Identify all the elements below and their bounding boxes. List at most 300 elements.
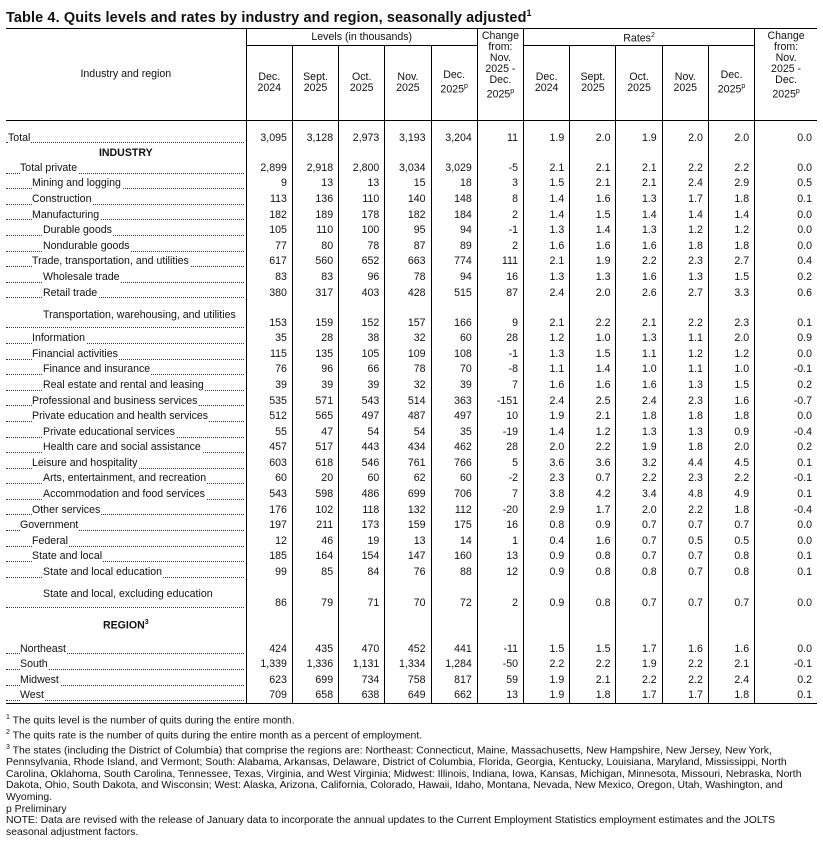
rate-cell: 3.8 xyxy=(524,486,570,502)
level-cell: 110 xyxy=(292,222,338,238)
rate-change-cell: -0.7 xyxy=(755,393,817,409)
level-cell: 77 xyxy=(246,238,292,254)
rate-cell: 0.8 xyxy=(570,564,616,580)
level-change-cell: 87 xyxy=(477,285,523,301)
level-cell: 159 xyxy=(385,517,431,533)
rate-cell: 0.7 xyxy=(708,580,754,610)
level-cell: 84 xyxy=(339,564,385,580)
rate-cell: 1.9 xyxy=(616,121,662,146)
level-cell: 598 xyxy=(292,486,338,502)
level-cell: 662 xyxy=(431,688,477,704)
row-label: Manufacturing xyxy=(6,207,246,223)
table-row xyxy=(6,254,817,270)
preliminary-note: p Preliminary xyxy=(6,803,67,815)
rate-cell: 1.3 xyxy=(616,222,662,238)
table-header xyxy=(6,29,817,121)
levels-col-header: Oct. 2025 xyxy=(339,46,385,121)
row-label: Transportation, warehousing, and utilities xyxy=(6,300,246,330)
level-cell: 462 xyxy=(431,440,477,456)
level-cell: 618 xyxy=(292,455,338,471)
rate-cell: 2.4 xyxy=(708,672,754,688)
rate-cell: 3.4 xyxy=(616,486,662,502)
rate-cell: 1.9 xyxy=(616,656,662,672)
level-cell: 699 xyxy=(292,672,338,688)
level-cell: 32 xyxy=(385,377,431,393)
rate-cell: 2.0 xyxy=(524,440,570,456)
rate-cell: 2.4 xyxy=(616,393,662,409)
rate-cell: 4.8 xyxy=(662,486,708,502)
level-cell: 83 xyxy=(292,269,338,285)
table-note: NOTE: Data are revised with the release of January data to incorporate the annual updates to the Current Employment Statistics employment estimates and the JOLTS seasonal adjustment factors. xyxy=(6,815,776,838)
table-row xyxy=(6,393,817,409)
rate-cell: 0.8 xyxy=(708,549,754,565)
rates-col-header: Dec. 2024 xyxy=(524,46,570,121)
table-row xyxy=(6,191,817,207)
rate-change-cell: 0.0 xyxy=(755,222,817,238)
level-cell: 70 xyxy=(385,580,431,610)
rate-change-cell: 0.1 xyxy=(755,486,817,502)
table-body xyxy=(6,121,817,704)
rate-change-cell: 0.0 xyxy=(755,121,817,146)
rate-change-cell: -0.1 xyxy=(755,656,817,672)
table-row xyxy=(6,362,817,378)
level-cell: 108 xyxy=(431,346,477,362)
level-change-cell: 9 xyxy=(477,300,523,330)
row-label: Retail trade xyxy=(6,285,246,301)
row-label: Private education and health services xyxy=(6,408,246,424)
table-row xyxy=(6,688,817,704)
rate-cell: 2.2 xyxy=(616,471,662,487)
level-cell: 441 xyxy=(431,641,477,657)
rate-change-cell: 0.0 xyxy=(755,160,817,176)
level-change-cell: 3 xyxy=(477,176,523,192)
level-cell: 109 xyxy=(385,346,431,362)
spacer-row xyxy=(6,610,817,618)
level-change-cell: 7 xyxy=(477,486,523,502)
table-row xyxy=(6,549,817,565)
level-change-cell: -1 xyxy=(477,222,523,238)
level-cell: 571 xyxy=(292,393,338,409)
level-change-cell: -19 xyxy=(477,424,523,440)
rate-cell: 1.8 xyxy=(662,238,708,254)
table-row xyxy=(6,440,817,456)
rate-change-cell: 0.1 xyxy=(755,549,817,565)
rate-cell: 1.2 xyxy=(662,346,708,362)
level-cell: 60 xyxy=(246,471,292,487)
rate-cell: 2.2 xyxy=(708,471,754,487)
level-change-cell: 111 xyxy=(477,254,523,270)
footnotes xyxy=(6,712,817,838)
rate-cell: 1.3 xyxy=(662,269,708,285)
level-cell: 766 xyxy=(431,455,477,471)
rate-cell: 1.7 xyxy=(570,502,616,518)
rate-cell: 0.7 xyxy=(662,549,708,565)
rate-cell: 2.1 xyxy=(616,300,662,330)
rate-change-cell: 0.0 xyxy=(755,207,817,223)
footnote: $^3$ The states (including the District of Columbia) that comprise the regions are: Northeast: Connecticut, Maine, Massachusetts, New Hampshire, New Jersey, New York, Pennsylvania, Rhode Island, and Vermont; South: Alabama, Arkansas, Delaware, District of Columbia, Florida, Georgia, Kentucky, Louisiana, Maryland, Mississippi, North Carolina, Oklahoma, South Carolina, Tennessee, Texas, Virginia, and West Virginia; Midwest: Illinois, Indiana, Iowa, Kansas, Michigan, Minnesota, Missouri, Nebraska, North Dakota, Ohio, South Dakota, and Wisconsin; West: Alaska, Arizona, California, Colorado, Hawaii, Idaho, Montana, Nevada, New Mexico, Oregon, Utah, Washington, and Wyoming. xyxy=(6,744,802,803)
level-cell: 13 xyxy=(339,176,385,192)
level-cell: 486 xyxy=(339,486,385,502)
level-cell: 470 xyxy=(339,641,385,657)
row-label: Government xyxy=(6,517,246,533)
level-cell: 1,284 xyxy=(431,656,477,672)
level-cell: 623 xyxy=(246,672,292,688)
level-cell: 78 xyxy=(385,362,431,378)
level-cell: 565 xyxy=(292,408,338,424)
rate-cell: 2.7 xyxy=(708,254,754,270)
rate-cell: 2.1 xyxy=(708,656,754,672)
level-cell: 649 xyxy=(385,688,431,704)
level-change-cell: -5 xyxy=(477,160,523,176)
rate-change-cell: 0.2 xyxy=(755,440,817,456)
rate-cell: 1.9 xyxy=(570,254,616,270)
level-cell: 512 xyxy=(246,408,292,424)
row-label: Wholesale trade xyxy=(6,269,246,285)
rates-col-header: Nov. 2025 xyxy=(662,46,708,121)
rate-cell: 1.3 xyxy=(524,346,570,362)
rate-change-cell: 0.4 xyxy=(755,254,817,270)
rates-change-header: Change from: Nov. 2025 - Dec. 2025$^p$ xyxy=(755,29,817,121)
rate-cell: 1.6 xyxy=(616,377,662,393)
table-row xyxy=(6,346,817,362)
level-cell: 699 xyxy=(385,486,431,502)
rate-cell: 2.1 xyxy=(570,160,616,176)
level-change-cell: 13 xyxy=(477,549,523,565)
rate-cell: 1.7 xyxy=(616,641,662,657)
level-cell: 178 xyxy=(339,207,385,223)
level-cell: 3,128 xyxy=(292,121,338,146)
level-cell: 175 xyxy=(431,517,477,533)
level-cell: 652 xyxy=(339,254,385,270)
rate-cell: 1.8 xyxy=(708,408,754,424)
level-change-cell: 59 xyxy=(477,672,523,688)
level-cell: 113 xyxy=(246,191,292,207)
levels-change-header: Change from: Nov. 2025 - Dec. 2025$^p$ xyxy=(477,29,523,121)
level-cell: 774 xyxy=(431,254,477,270)
row-label: Accommodation and food services xyxy=(6,486,246,502)
level-cell: 14 xyxy=(431,533,477,549)
rate-cell: 1.6 xyxy=(570,377,616,393)
rate-cell: 2.1 xyxy=(524,300,570,330)
level-change-cell: 2 xyxy=(477,580,523,610)
rate-change-cell: -0.4 xyxy=(755,424,817,440)
level-change-cell: 1 xyxy=(477,533,523,549)
rates-group-header: Rates$^2$ xyxy=(524,29,755,46)
level-cell: 105 xyxy=(339,346,385,362)
rate-cell: 0.8 xyxy=(524,517,570,533)
rate-cell: 1.4 xyxy=(570,222,616,238)
rate-cell: 1.2 xyxy=(708,222,754,238)
rate-cell: 1.8 xyxy=(616,408,662,424)
rate-cell: 2.3 xyxy=(662,393,708,409)
level-cell: 99 xyxy=(246,564,292,580)
level-cell: 182 xyxy=(385,207,431,223)
rate-cell: 2.5 xyxy=(570,393,616,409)
rate-cell: 1.6 xyxy=(524,238,570,254)
row-label: Health care and social assistance xyxy=(6,440,246,456)
rate-cell: 1.2 xyxy=(524,330,570,346)
rate-cell: 1.3 xyxy=(524,222,570,238)
level-cell: 159 xyxy=(292,300,338,330)
table-row xyxy=(6,517,817,533)
table-row xyxy=(6,408,817,424)
level-cell: 87 xyxy=(385,238,431,254)
rate-change-cell: 0.1 xyxy=(755,455,817,471)
level-cell: 83 xyxy=(246,269,292,285)
level-change-cell: 13 xyxy=(477,688,523,704)
level-cell: 32 xyxy=(385,330,431,346)
rate-change-cell: -0.1 xyxy=(755,471,817,487)
level-cell: 118 xyxy=(339,502,385,518)
level-cell: 147 xyxy=(385,549,431,565)
rate-cell: 1.3 xyxy=(616,330,662,346)
level-cell: 18 xyxy=(431,176,477,192)
table-row xyxy=(6,330,817,346)
row-label: Real estate and rental and leasing xyxy=(6,377,246,393)
level-change-cell: -11 xyxy=(477,641,523,657)
level-cell: 20 xyxy=(292,471,338,487)
rate-cell: 2.2 xyxy=(616,672,662,688)
rate-change-cell: 0.0 xyxy=(755,408,817,424)
level-cell: 79 xyxy=(292,580,338,610)
rate-cell: 2.1 xyxy=(524,160,570,176)
level-cell: 761 xyxy=(385,455,431,471)
level-cell: 105 xyxy=(246,222,292,238)
row-label: Construction xyxy=(6,191,246,207)
rate-change-cell: 0.9 xyxy=(755,330,817,346)
row-label: Private educational services xyxy=(6,424,246,440)
rate-cell: 1.1 xyxy=(662,330,708,346)
rate-cell: 2.2 xyxy=(570,440,616,456)
level-change-cell: 8 xyxy=(477,191,523,207)
rate-cell: 0.4 xyxy=(524,533,570,549)
level-cell: 15 xyxy=(385,176,431,192)
level-cell: 817 xyxy=(431,672,477,688)
level-cell: 546 xyxy=(339,455,385,471)
level-cell: 80 xyxy=(292,238,338,254)
rates-col-header: Sept. 2025 xyxy=(570,46,616,121)
row-label: State and local education xyxy=(6,564,246,580)
rate-cell: 0.8 xyxy=(708,564,754,580)
rates-col-header: Oct. 2025 xyxy=(616,46,662,121)
rate-cell: 4.2 xyxy=(570,486,616,502)
rate-cell: 1.0 xyxy=(708,362,754,378)
row-label: Midwest xyxy=(6,672,246,688)
row-label-header: Industry and region xyxy=(6,29,246,121)
rate-cell: 1.8 xyxy=(708,191,754,207)
table-row xyxy=(6,471,817,487)
level-change-cell: -2 xyxy=(477,471,523,487)
level-cell: 185 xyxy=(246,549,292,565)
level-cell: 94 xyxy=(431,222,477,238)
rate-cell: 1.8 xyxy=(708,238,754,254)
rate-cell: 2.1 xyxy=(616,160,662,176)
level-cell: 182 xyxy=(246,207,292,223)
rate-cell: 1.3 xyxy=(662,424,708,440)
rate-change-cell: 0.0 xyxy=(755,533,817,549)
rate-cell: 0.9 xyxy=(570,517,616,533)
level-cell: 148 xyxy=(431,191,477,207)
level-cell: 70 xyxy=(431,362,477,378)
level-cell: 166 xyxy=(431,300,477,330)
level-cell: 1,336 xyxy=(292,656,338,672)
levels-col-header: Nov. 2025 xyxy=(385,46,431,121)
rate-cell: 2.2 xyxy=(662,502,708,518)
level-change-cell: -8 xyxy=(477,362,523,378)
level-cell: 72 xyxy=(431,580,477,610)
rate-cell: 2.3 xyxy=(662,471,708,487)
rate-cell: 1.6 xyxy=(524,377,570,393)
rate-cell: 1.7 xyxy=(616,688,662,704)
level-cell: 403 xyxy=(339,285,385,301)
level-cell: 78 xyxy=(339,238,385,254)
level-cell: 487 xyxy=(385,408,431,424)
rate-cell: 2.7 xyxy=(662,285,708,301)
level-cell: 136 xyxy=(292,191,338,207)
rate-cell: 2.2 xyxy=(524,656,570,672)
rate-change-cell: 0.1 xyxy=(755,688,817,704)
level-change-cell: 2 xyxy=(477,207,523,223)
level-change-cell: 28 xyxy=(477,440,523,456)
rate-cell: 4.5 xyxy=(708,455,754,471)
rate-change-cell: 0.1 xyxy=(755,564,817,580)
levels-col-header: Dec. 2025$^p$ xyxy=(431,46,477,121)
rate-cell: 1.5 xyxy=(524,641,570,657)
table-row xyxy=(6,176,817,192)
level-cell: 153 xyxy=(246,300,292,330)
rate-cell: 1.8 xyxy=(708,688,754,704)
table-row xyxy=(6,580,817,610)
level-cell: 517 xyxy=(292,440,338,456)
rate-cell: 2.0 xyxy=(662,121,708,146)
row-label: South xyxy=(6,656,246,672)
level-cell: 115 xyxy=(246,346,292,362)
level-cell: 435 xyxy=(292,641,338,657)
row-label: Mining and logging xyxy=(6,176,246,192)
rate-cell: 2.3 xyxy=(662,254,708,270)
levels-col-header: Sept. 2025 xyxy=(292,46,338,121)
rate-cell: 1.7 xyxy=(662,688,708,704)
row-label: Durable goods xyxy=(6,222,246,238)
row-label: West xyxy=(6,688,246,704)
level-cell: 95 xyxy=(385,222,431,238)
rate-change-cell: 0.2 xyxy=(755,377,817,393)
rate-cell: 4.9 xyxy=(708,486,754,502)
level-change-cell: 11 xyxy=(477,121,523,146)
rate-change-cell: 0.0 xyxy=(755,238,817,254)
rate-cell: 0.7 xyxy=(662,564,708,580)
section-heading: INDUSTRY xyxy=(98,146,153,159)
table-row xyxy=(6,486,817,502)
level-cell: 9 xyxy=(246,176,292,192)
level-cell: 535 xyxy=(246,393,292,409)
level-cell: 132 xyxy=(385,502,431,518)
level-cell: 60 xyxy=(431,471,477,487)
rate-cell: 1.5 xyxy=(708,377,754,393)
table-row xyxy=(6,269,817,285)
rate-cell: 2.3 xyxy=(708,300,754,330)
level-change-cell: 5 xyxy=(477,455,523,471)
level-cell: 66 xyxy=(339,362,385,378)
level-cell: 85 xyxy=(292,564,338,580)
rate-change-cell: -0.1 xyxy=(755,362,817,378)
rate-change-cell: 0.6 xyxy=(755,285,817,301)
rate-cell: 1.4 xyxy=(662,207,708,223)
rate-cell: 2.0 xyxy=(708,440,754,456)
table-title: Table 4. Quits levels and rates by industry and region, seasonally adjusted$^1$ xyxy=(6,8,532,26)
rate-change-cell: 0.1 xyxy=(755,191,817,207)
row-label: Federal xyxy=(6,533,246,549)
rate-cell: 2.0 xyxy=(708,330,754,346)
level-cell: 734 xyxy=(339,672,385,688)
row-label: Financial activities xyxy=(6,346,246,362)
table-row xyxy=(6,672,817,688)
level-cell: 2,800 xyxy=(339,160,385,176)
rate-cell: 1.1 xyxy=(524,362,570,378)
level-cell: 424 xyxy=(246,641,292,657)
rate-cell: 1.8 xyxy=(662,408,708,424)
rate-change-cell: 0.0 xyxy=(755,641,817,657)
level-change-cell: 12 xyxy=(477,564,523,580)
rate-cell: 2.2 xyxy=(616,254,662,270)
rate-cell: 1.0 xyxy=(616,362,662,378)
level-cell: 12 xyxy=(246,533,292,549)
level-cell: 62 xyxy=(385,471,431,487)
rate-cell: 2.1 xyxy=(570,176,616,192)
rate-cell: 1.9 xyxy=(524,688,570,704)
rate-cell: 1.9 xyxy=(524,408,570,424)
rate-cell: 2.2 xyxy=(708,160,754,176)
rate-cell: 1.3 xyxy=(616,191,662,207)
row-label: Leisure and hospitality xyxy=(6,455,246,471)
footnote: $^1$ The quits level is the number of quits during the entire month. xyxy=(6,714,295,727)
level-cell: 157 xyxy=(385,300,431,330)
row-label: Total xyxy=(6,121,246,146)
level-cell: 54 xyxy=(385,424,431,440)
level-cell: 100 xyxy=(339,222,385,238)
level-cell: 13 xyxy=(292,176,338,192)
rate-cell: 4.4 xyxy=(662,455,708,471)
level-cell: 380 xyxy=(246,285,292,301)
row-label: Total private xyxy=(6,160,246,176)
level-cell: 3,193 xyxy=(385,121,431,146)
level-cell: 35 xyxy=(431,424,477,440)
rate-cell: 3.2 xyxy=(616,455,662,471)
rate-cell: 2.4 xyxy=(524,285,570,301)
level-cell: 46 xyxy=(292,533,338,549)
level-cell: 96 xyxy=(292,362,338,378)
rate-cell: 1.9 xyxy=(524,121,570,146)
rate-cell: 1.1 xyxy=(616,346,662,362)
rate-cell: 1.5 xyxy=(708,269,754,285)
level-cell: 617 xyxy=(246,254,292,270)
rate-cell: 2.1 xyxy=(570,408,616,424)
table-row xyxy=(6,502,817,518)
rate-cell: 2.2 xyxy=(662,300,708,330)
table-row xyxy=(6,377,817,393)
rate-cell: 1.4 xyxy=(524,207,570,223)
level-cell: 78 xyxy=(385,269,431,285)
level-change-cell: 28 xyxy=(477,330,523,346)
rate-cell: 0.5 xyxy=(708,533,754,549)
rate-cell: 1.0 xyxy=(570,330,616,346)
level-cell: 1,339 xyxy=(246,656,292,672)
level-cell: 55 xyxy=(246,424,292,440)
rate-cell: 1.2 xyxy=(708,346,754,362)
rate-cell: 1.9 xyxy=(616,440,662,456)
level-cell: 497 xyxy=(339,408,385,424)
level-cell: 514 xyxy=(385,393,431,409)
